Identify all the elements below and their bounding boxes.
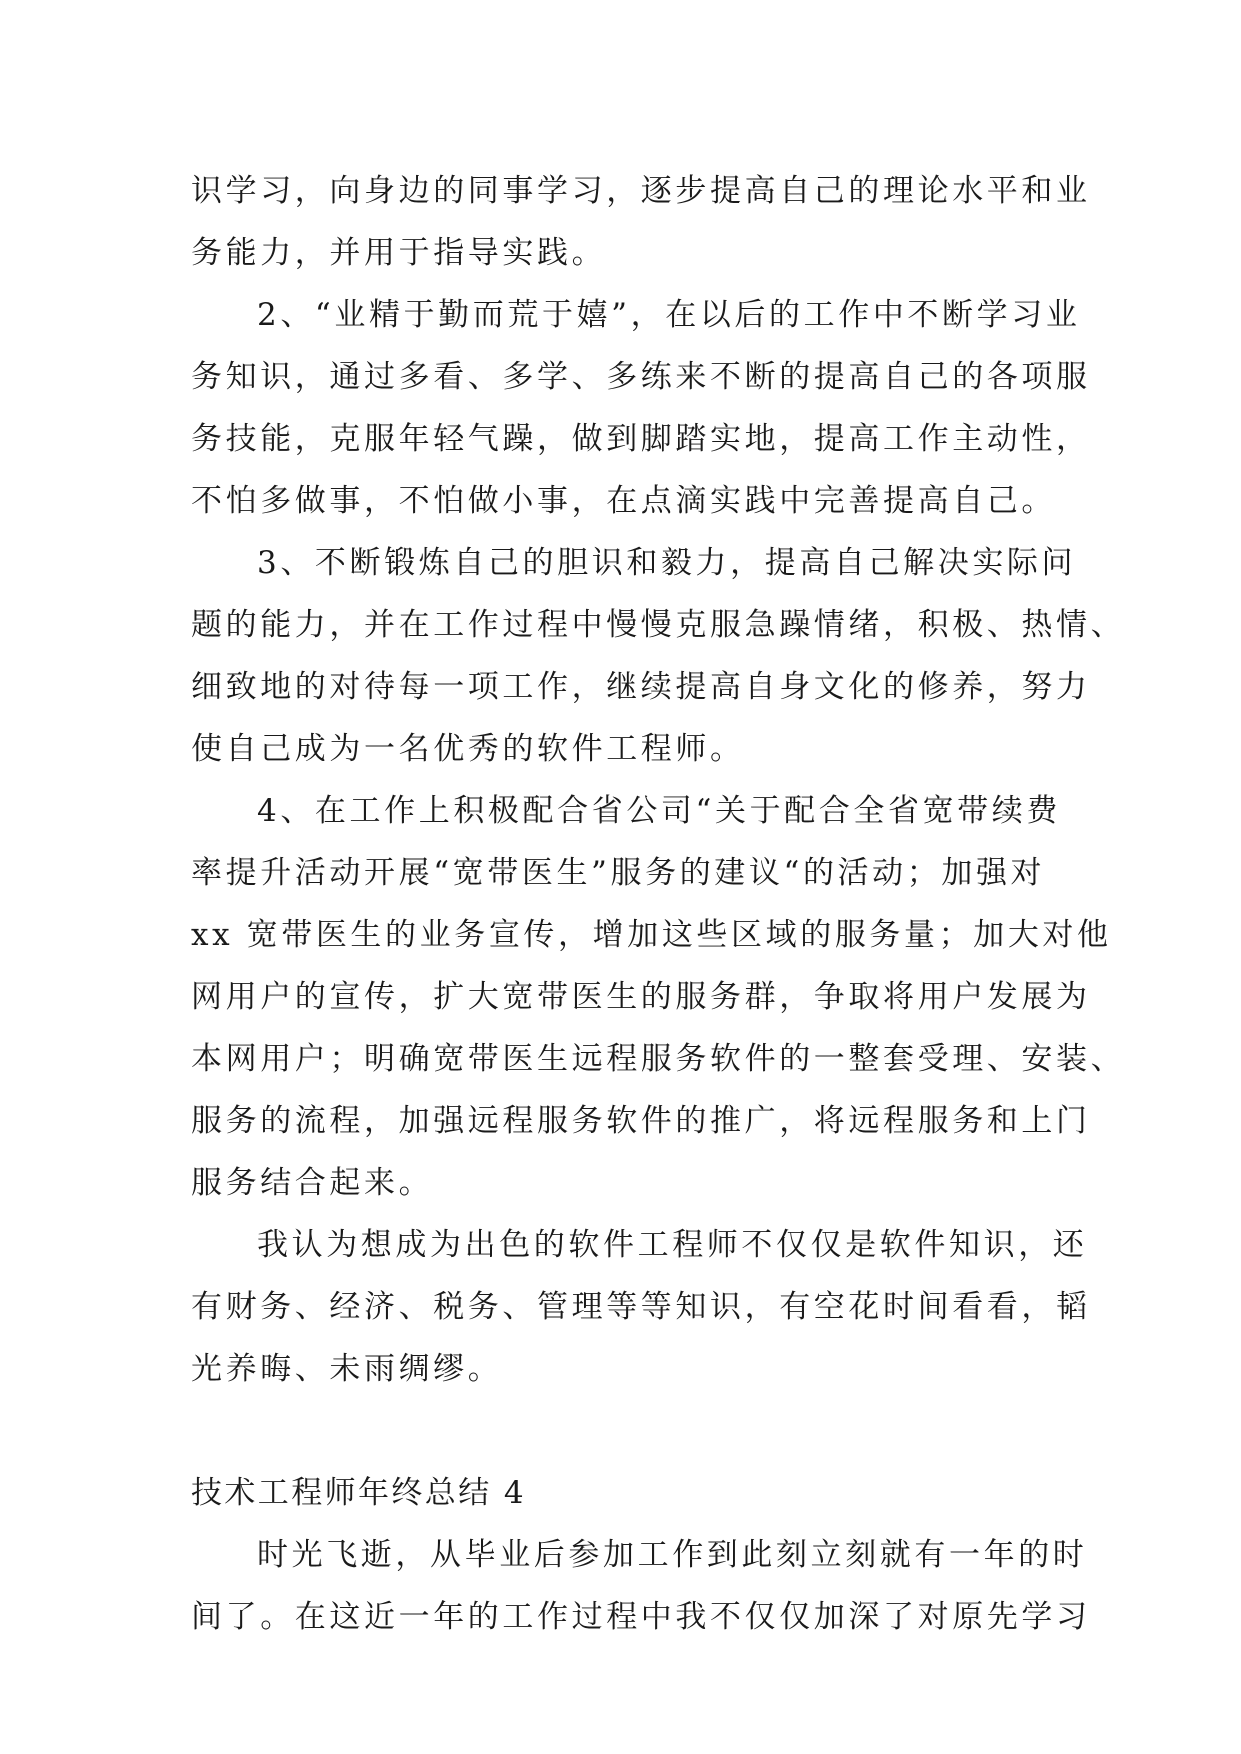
paragraph-4 bbox=[191, 780, 1126, 1214]
text-line: 网用户的宣传，扩大宽带医生的服务群，争取将用户发展为 bbox=[191, 979, 1091, 1015]
text-line: 识学习，向身边的同事学习，逐步提高自己的理论水平和业 bbox=[191, 173, 1091, 209]
text-line: 本网用户；明确宽带医生远程服务软件的一整套受理、安装、 bbox=[191, 1041, 1126, 1077]
paragraph-2 bbox=[191, 284, 1091, 532]
text-line: 3、不断锻炼自己的胆识和毅力，提高自己解决实际问 bbox=[257, 545, 1077, 581]
text-line: 间了。在这近一年的工作过程中我不仅仅加深了对原先学习 bbox=[191, 1599, 1091, 1635]
text-line: 服务结合起来。 bbox=[191, 1165, 434, 1201]
text-line: xx 宽带医生的业务宣传，增加这些区域的服务量；加大对他 bbox=[191, 917, 1112, 953]
paragraph-3 bbox=[191, 532, 1126, 780]
document-body bbox=[191, 160, 1126, 1648]
text-line: 2、“业精于勤而荒于嬉”，在以后的工作中不断学习业 bbox=[257, 297, 1081, 333]
text-line: 务技能，克服年轻气躁，做到脚踏实地，提高工作主动性， bbox=[191, 421, 1091, 457]
section-spacer bbox=[191, 1400, 1051, 1462]
paragraph-1-continuation bbox=[191, 160, 1091, 284]
text-line: 不怕多做事，不怕做小事，在点滴实践中完善提高自己。 bbox=[191, 483, 1056, 519]
text-line: 我认为想成为出色的软件工程师不仅仅是软件知识，还 bbox=[257, 1227, 1088, 1263]
text-line: 4、在工作上积极配合省公司“关于配合全省宽带续费 bbox=[257, 793, 1061, 829]
section-heading: 技术工程师年终总结 4 bbox=[191, 1475, 526, 1511]
text-line: 服务的流程，加强远程服务软件的推广，将远程服务和上门 bbox=[191, 1103, 1091, 1139]
paragraph-6 bbox=[191, 1524, 1091, 1648]
text-line: 使自己成为一名优秀的软件工程师。 bbox=[191, 731, 745, 767]
text-line: 光养晦、未雨绸缪。 bbox=[191, 1351, 503, 1387]
text-line: 率提升活动开展“宽带医生”服务的建议“的活动；加强对 bbox=[191, 855, 1046, 891]
paragraph-5 bbox=[191, 1214, 1091, 1400]
text-line: 细致地的对待每一项工作，继续提高自身文化的修养，努力 bbox=[191, 669, 1091, 705]
text-line: 题的能力，并在工作过程中慢慢克服急躁情绪，积极、热情、 bbox=[191, 607, 1126, 643]
text-line: 时光飞逝，从毕业后参加工作到此刻立刻就有一年的时 bbox=[257, 1537, 1088, 1573]
text-line: 务能力，并用于指导实践。 bbox=[191, 235, 607, 271]
text-line: 有财务、经济、税务、管理等等知识，有空花时间看看，韬 bbox=[191, 1289, 1091, 1325]
text-line: 务知识，通过多看、多学、多练来不断的提高自己的各项服 bbox=[191, 359, 1091, 395]
